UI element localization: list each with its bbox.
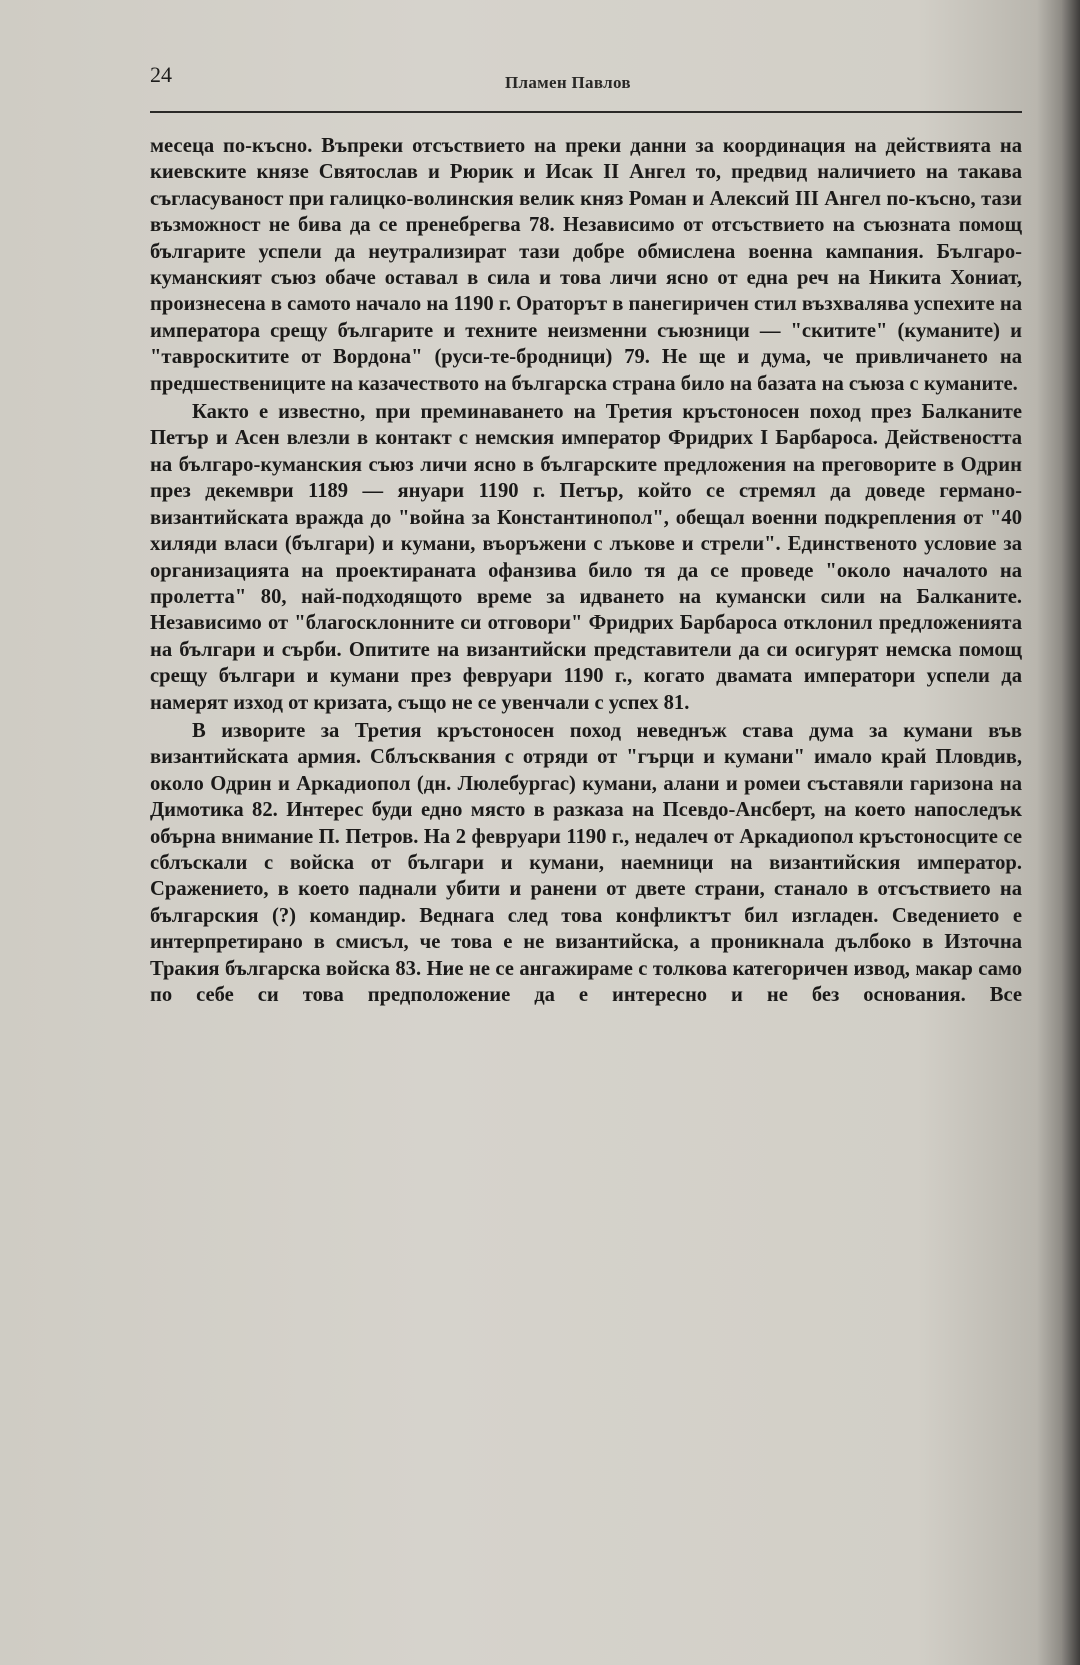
paragraph-2: Както е известно, при преминаването на Третия кръстоносен поход през Балканите Петър и Асен влезли в контакт с немския император Фридрих I Барбароса. Действеността на българо-куманския съюз личи ясно в българските предложения на преговорите в Одрин през декември 1189 — януари 1190 г. Петър, който се стремял да доведе германо-византийската вражда до "война за Константинопол", обещал военни подкрепления от "40 хиляди власи (българи) и кумани, въоръжени с лъкове и стрели". Единственото условие за организацията на проектираната офанзива било тя да се проведе "около началото на пролетта" 80, най-подходящото време за идването на кумански сили на Балканите. Независимо от "благосклонните си отговори" Фридрих Барбароса отклонил предложенията на българи и сърби. Опитите на византийски представители да си осигурят немска помощ срещу българи и кумани през февруари 1190 г., когато двамата императори успели да намерят изход от кризата, също не се увенчали с успех 81. xyxy=(150,401,1022,714)
header-rule xyxy=(150,111,1022,113)
page-binding-shadow xyxy=(1062,0,1080,1665)
body-text xyxy=(150,133,1022,1008)
running-title: Пламен Павлов xyxy=(505,73,631,92)
page-header xyxy=(150,62,1020,112)
paragraph-1: месеца по-късно. Въпреки отсъствието на преки данни за координация на действията на киевските князе Святослав и Рюрик и Исак II Ангел то, предвид наличието на такава съгласуваност при галицко-волинския велик княз Роман и Алексий III Ангел по-късно, тази възможност не бива да се пренебрегва 78. Независимо от отсъствието на съюзната помощ българите успели да неутрализират тази добре обмислена военна кампания. Българо-куманският съюз обаче оставал в сила и това личи ясно от една реч на Никита Хониат, произнесена в самото начало на 1190 г. Ораторът в панегиричен стил възхвалява успехите на императора срещу българите и техните неизменни съюзници — "скитите" (куманите) и "тавроскитите от Вордона" (руси-те-бродници) 79. Не ще и дума, че привличането на предшествениците на казачеството на българска страна било на базата на съюза с куманите. xyxy=(150,135,1022,395)
paragraph-3: В изворите за Третия кръстоносен поход неведнъж става дума за кумани във византийската армия. Сблъсквания с отряди от "гърци и кумани" имало край Пловдив, около Одрин и Аркадиопол (дн. Люлебургас) кумани, алани и ромеи съставяли гаризона на Димотика 82. Интерес буди едно място в разказа на Псевдо-Ансберт, на което напоследък обърна внимание П. Петров. На 2 февруари 1190 г., недалеч от Аркадиопол кръстоносците се сблъскали с войска от българи и кумани, наемници на византийския император. Сражението, в което паднали убити и ранени от двете страни, станало в отсъствието на българския (?) командир. Веднага след това конфликтът бил изгладен. Сведението е интерпретирано в смисъл, че това е не византийска, а проникнала дълбоко в Източна Тракия българска войска 83. Ние не се ангажираме с толкова категоричен извод, макар само по себе си това предположение да е интересно и не без основания. Все xyxy=(150,719,1022,1006)
page-number: 24 xyxy=(150,62,172,87)
